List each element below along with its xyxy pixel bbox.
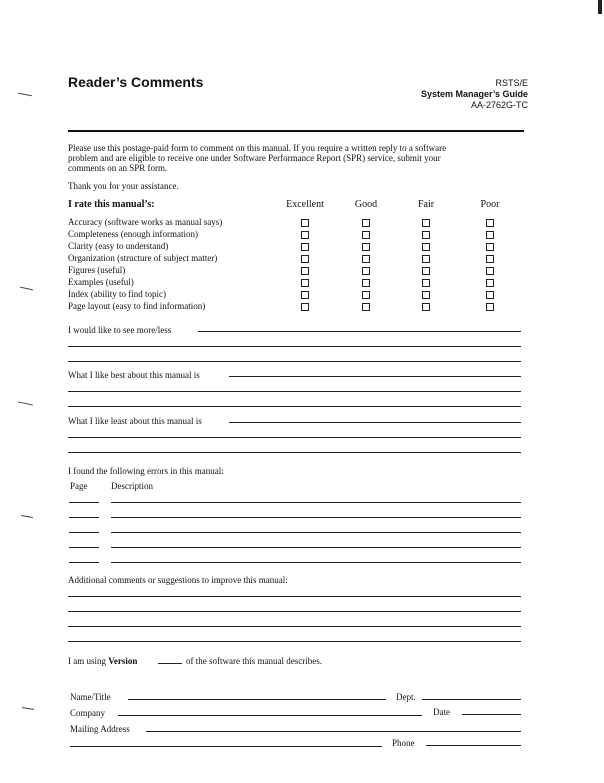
rating-checkbox[interactable] bbox=[422, 303, 430, 311]
margin-mark bbox=[18, 93, 32, 96]
rating-criterion: Figures (useful) bbox=[68, 265, 126, 275]
margin-mark bbox=[20, 287, 33, 291]
rating-checkbox[interactable] bbox=[362, 303, 370, 311]
rating-checkbox[interactable] bbox=[422, 291, 430, 299]
like-least-line[interactable] bbox=[68, 437, 521, 438]
error-page-field[interactable] bbox=[69, 547, 99, 548]
version-bold: Version bbox=[108, 656, 138, 666]
more-less-label: I would like to see more/less bbox=[68, 325, 172, 335]
version-post: of the software this manual describes. bbox=[186, 656, 322, 666]
dept-field[interactable] bbox=[422, 699, 521, 700]
intro-line-1: Please use this postage-paid form to comment on this manual. If you require a written reply to a software bbox=[68, 143, 447, 153]
rating-checkbox[interactable] bbox=[422, 255, 430, 263]
additional-line[interactable] bbox=[68, 626, 521, 627]
like-best-line[interactable] bbox=[68, 406, 521, 407]
rating-checkbox[interactable] bbox=[362, 243, 370, 251]
form-title: Reader’s Comments bbox=[68, 74, 204, 90]
version-text bbox=[68, 656, 137, 666]
rating-checkbox[interactable] bbox=[486, 267, 494, 275]
error-description-field[interactable] bbox=[111, 532, 521, 533]
doc-line-2: System Manager’s Guide bbox=[420, 89, 528, 99]
rating-criterion: Index (ability to find topic) bbox=[68, 289, 166, 299]
rating-checkbox[interactable] bbox=[362, 291, 370, 299]
rating-column-header: Excellent bbox=[286, 199, 324, 210]
name-title-field[interactable] bbox=[128, 699, 386, 700]
error-page-field[interactable] bbox=[69, 502, 99, 503]
additional-label: Additional comments or suggestions to improve this manual: bbox=[68, 575, 288, 585]
corner-mark bbox=[598, 0, 602, 14]
rating-criterion: Clarity (easy to understand) bbox=[68, 241, 169, 251]
header-rule bbox=[68, 130, 524, 132]
like-least-label: What I like least about this manual is bbox=[68, 416, 202, 426]
rating-checkbox[interactable] bbox=[486, 279, 494, 287]
rating-checkbox[interactable] bbox=[486, 231, 494, 239]
rating-checkbox[interactable] bbox=[362, 279, 370, 287]
rating-checkbox[interactable] bbox=[362, 219, 370, 227]
rating-heading: I rate this manual’s: bbox=[68, 199, 155, 210]
errors-page-header: Page bbox=[70, 481, 88, 491]
dept-label: Dept. bbox=[396, 692, 416, 702]
doc-line-3: AA-2762G-TC bbox=[470, 100, 528, 110]
rating-column-header: Good bbox=[354, 199, 378, 210]
error-description-field[interactable] bbox=[111, 502, 521, 503]
rating-criterion: Completeness (enough information) bbox=[68, 229, 198, 239]
rating-checkbox[interactable] bbox=[301, 291, 309, 299]
rating-checkbox[interactable] bbox=[422, 219, 430, 227]
phone-label: Phone bbox=[392, 738, 415, 748]
more-less-line[interactable] bbox=[68, 361, 521, 362]
additional-line[interactable] bbox=[68, 596, 521, 597]
more-less-line[interactable] bbox=[68, 346, 521, 347]
thanks-text: Thank you for your assistance. bbox=[68, 181, 179, 191]
rating-checkbox[interactable] bbox=[486, 303, 494, 311]
company-label: Company bbox=[70, 708, 105, 718]
rating-checkbox[interactable] bbox=[362, 267, 370, 275]
rating-checkbox[interactable] bbox=[486, 255, 494, 263]
rating-checkbox[interactable] bbox=[486, 243, 494, 251]
rating-checkbox[interactable] bbox=[486, 291, 494, 299]
name-title-label: Name/Title bbox=[70, 692, 111, 702]
additional-line[interactable] bbox=[68, 611, 521, 612]
rating-checkbox[interactable] bbox=[362, 255, 370, 263]
mailing-address-label: Mailing Address bbox=[70, 724, 130, 734]
errors-label: I found the following errors in this manual: bbox=[68, 466, 224, 476]
rating-checkbox[interactable] bbox=[301, 231, 309, 239]
version-pre: I am using bbox=[68, 656, 109, 666]
date-field[interactable] bbox=[462, 714, 521, 715]
margin-mark bbox=[21, 515, 33, 518]
rating-column-header: Fair bbox=[417, 199, 435, 210]
rating-checkbox[interactable] bbox=[486, 219, 494, 227]
margin-mark bbox=[22, 707, 34, 710]
rating-checkbox[interactable] bbox=[301, 243, 309, 251]
like-least-line[interactable] bbox=[229, 422, 521, 423]
rating-criterion: Accuracy (software works as manual says) bbox=[68, 217, 223, 227]
rating-checkbox[interactable] bbox=[422, 267, 430, 275]
rating-criterion: Examples (useful) bbox=[68, 277, 134, 287]
like-best-line[interactable] bbox=[229, 376, 521, 377]
rating-checkbox[interactable] bbox=[301, 267, 309, 275]
mailing-address-field[interactable] bbox=[146, 731, 521, 732]
like-best-line[interactable] bbox=[68, 391, 521, 392]
company-field[interactable] bbox=[118, 715, 422, 716]
intro-line-2: problem and are eligible to receive one under Software Performance Report (SPR) service, submit your bbox=[68, 153, 441, 163]
error-page-field[interactable] bbox=[69, 532, 99, 533]
rating-checkbox[interactable] bbox=[301, 303, 309, 311]
error-description-field[interactable] bbox=[111, 517, 521, 518]
rating-checkbox[interactable] bbox=[362, 231, 370, 239]
additional-line[interactable] bbox=[68, 641, 521, 642]
rating-checkbox[interactable] bbox=[301, 279, 309, 287]
rating-checkbox[interactable] bbox=[301, 219, 309, 227]
rating-checkbox[interactable] bbox=[301, 255, 309, 263]
phone-field[interactable] bbox=[426, 745, 521, 746]
date-label: Date bbox=[433, 707, 450, 717]
more-less-line[interactable] bbox=[198, 331, 521, 332]
rating-criterion: Page layout (easy to find information) bbox=[68, 301, 206, 311]
rating-checkbox[interactable] bbox=[422, 279, 430, 287]
like-least-line[interactable] bbox=[68, 452, 521, 453]
error-page-field[interactable] bbox=[69, 517, 99, 518]
rating-checkbox[interactable] bbox=[422, 231, 430, 239]
intro-line-3: comments on an SPR form. bbox=[68, 163, 168, 173]
error-description-field[interactable] bbox=[111, 562, 521, 563]
rating-criterion: Organization (structure of subject matter) bbox=[68, 253, 218, 263]
rating-checkbox[interactable] bbox=[422, 243, 430, 251]
errors-description-header: Description bbox=[111, 481, 153, 491]
like-best-label: What I like best about this manual is bbox=[68, 370, 200, 380]
doc-line-1: RSTS/E bbox=[495, 78, 528, 88]
version-field[interactable] bbox=[158, 663, 182, 664]
mailing-address-field[interactable] bbox=[70, 746, 382, 747]
margin-mark bbox=[18, 401, 33, 405]
error-description-field[interactable] bbox=[111, 547, 521, 548]
error-page-field[interactable] bbox=[69, 562, 99, 563]
rating-column-header: Poor bbox=[480, 199, 500, 210]
